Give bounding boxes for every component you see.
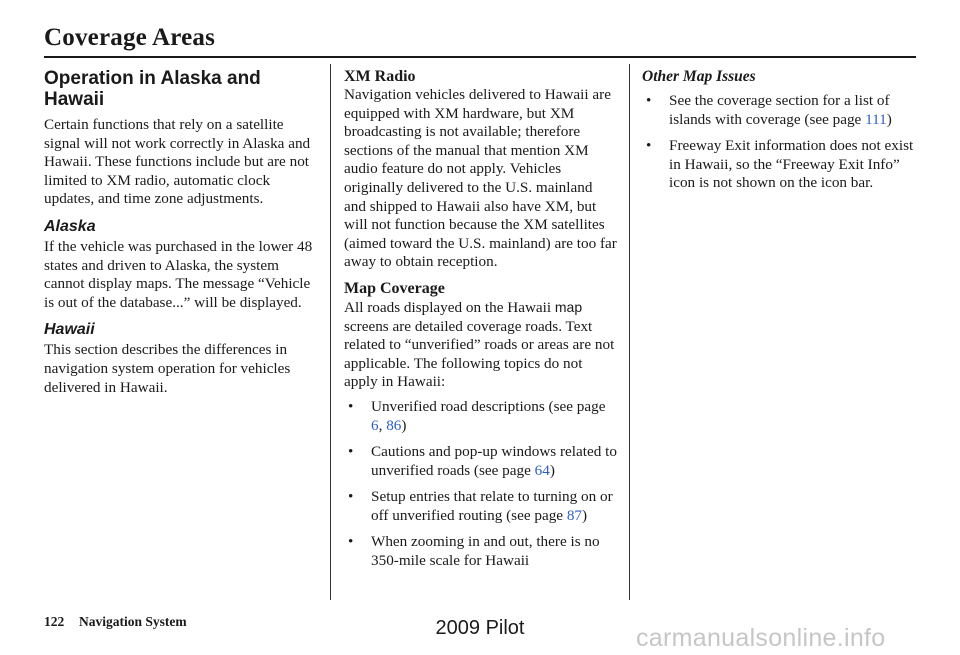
page-link-64[interactable]: 64 (534, 461, 550, 479)
list-item: • Unverified road descriptions (see page 6, 86) (348, 397, 606, 434)
bullet-icon: • (646, 92, 652, 109)
watermark-model: 2009 Pilot (435, 617, 525, 639)
list-item: • Setup entries that relate to turning on or off unverified routing (see page 87) (348, 488, 613, 524)
hawaii-paragraph: This section describes the differences in navigation system operation for vehicles delivered in Hawaii. (44, 341, 291, 396)
bullet-icon: • (646, 137, 652, 155)
subheading-xm-radio: XM Radio (344, 68, 416, 85)
list-item: • Freeway Exit information does not exist in Hawaii, so the “Freeway Exit Info” icon is not shown on the icon bar. (646, 137, 914, 192)
column-divider-1 (330, 64, 331, 600)
footer-page-number: 122 (44, 614, 65, 629)
watermark-site: carmanualsonline.info (636, 624, 886, 652)
map-coverage-list (344, 398, 618, 571)
intro-paragraph: Certain functions that rely on a satellite signal will not work correctly in Alaska and Hawaii. These functions include but are not limited to XM radio, automatic clock updates, and time zone adjustments. (44, 116, 311, 208)
footer-section-title: Navigation System (79, 614, 187, 629)
bullet-icon: • (348, 533, 354, 551)
page-link-6[interactable]: 6 (371, 416, 379, 434)
subheading-hawaii: Hawaii (44, 321, 95, 339)
map-coverage-paragraph: All roads displayed on the Hawaii map screens are detailed coverage roads. Text related to “unverified” roads or areas are not applicable. The following topics do not apply in Hawaii: (344, 298, 615, 391)
page-title: Coverage Areas (44, 24, 216, 51)
xm-paragraph: Navigation vehicles delivered to Hawaii are equipped with XM hardware, but XM broadcasting is not available; therefore sections of the manual that mention XM audio feature do not apply. Vehicles originally delivered to the U.S. mainland and shipped to Hawaii also have XM, but will not function because the XM satellites (aimed toward the U.S. mainland) are too far away to obtain reception. (344, 86, 617, 271)
bullet-icon: • (348, 443, 354, 461)
column-right (642, 68, 916, 201)
alaska-paragraph: If the vehicle was purchased in the lower 48 states and driven to Alaska, the system cannot display maps. The message “Vehicle is out of the database...” will be displayed. (44, 237, 313, 311)
list-item: • See the coverage section for a list of islands with coverage (see page 111) (646, 92, 892, 128)
bullet-icon: • (348, 488, 354, 506)
subheading-other-map-issues: Other Map Issues (642, 68, 756, 85)
column-middle (344, 68, 618, 579)
page-link-111[interactable]: 111 (865, 110, 887, 128)
section-heading-alaska-hawaii: Operation in Alaska and Hawaii (44, 68, 261, 110)
column-divider-2 (629, 64, 630, 600)
column-left (44, 68, 322, 397)
subheading-alaska: Alaska (44, 217, 96, 235)
list-item: • Cautions and pop-up windows related to unverified roads (see page 64) (348, 443, 617, 479)
bullet-icon: • (348, 397, 354, 415)
page-link-87[interactable]: 87 (566, 506, 583, 524)
list-item: • When zooming in and out, there is no 350-mile scale for Hawaii (348, 533, 600, 570)
other-issues-list (642, 92, 916, 193)
title-divider (44, 56, 916, 58)
page-link-86[interactable]: 86 (386, 416, 402, 434)
subheading-map-coverage: Map Coverage (344, 279, 445, 297)
